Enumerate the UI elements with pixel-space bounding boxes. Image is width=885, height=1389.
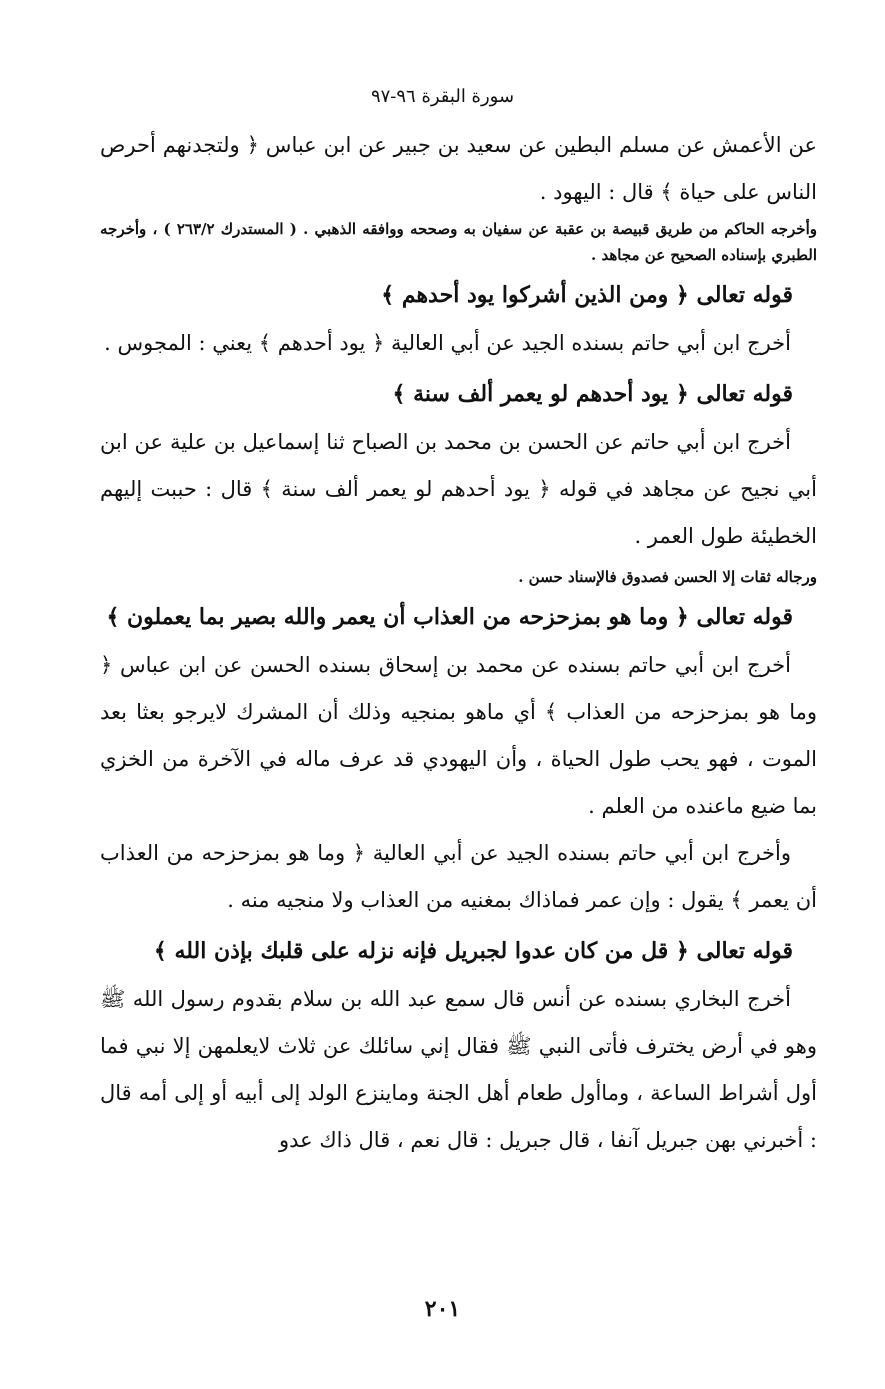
paragraph-ibn-abbas-jews: عن الأعمش عن مسلم البطين عن سعيد بن جبير عن ابن عباس ﴿ ولتجدنهم أحرص الناس على حياة ﴾ قال : اليهود . xyxy=(100,133,817,204)
verse-heading-muzahzihihi: قوله تعالى ﴿ وما هو بمزحزحه من العذاب أن يعمر والله بصير بما يعملون ﴾ xyxy=(106,604,793,630)
running-header: سورة البقرة ٩٦-٩٧ xyxy=(370,86,515,107)
verse-heading-alf-sana: قوله تعالى ﴿ يود أحدهم لو يعمر ألف سنة ﴾ xyxy=(392,381,793,407)
paragraph-mujahid-khatia: أخرج ابن أبي حاتم عن الحسن بن محمد بن الصباح ثنا إسماعيل بن علية عن ابن أبي نجيح عن مجاهد في قوله ﴿ يود أحدهم لو يعمر ألف سنة ﴾ قال : حببت إليهم الخطيئة طول العمر . xyxy=(100,430,817,548)
paragraph-majus: أخرج ابن أبي حاتم بسنده الجيد عن أبي العالية ﴿ يود أحدهم ﴾ يعني : المجوس . xyxy=(104,331,791,355)
footnote-hakim-takhrij: وأخرجه الحاكم من طريق قبيصة بن عقبة عن سفيان به وصححه ووافقه الذهبي . ( المستدرك ٢٦٣/٢ ) ، وأخرجه الطبري بإسناده الصحيح عن مجاهد . xyxy=(100,220,817,264)
page-number: ٢٠١ xyxy=(424,1296,461,1322)
paragraph-bukhari-abdullah-ibn-salam: أخرج البخاري بسنده عن أنس قال سمع عبد الله بن سلام بقدوم رسول الله ﷺ وهو في أرض يخترف فأتى النبي ﷺ فقال إني سائلك عن ثلاث لايعلمهن إلا نبي فما أول أشراط الساعة ، وماأول طعام أهل الجنة وماينزع الولد إلى أبيه أو إلى أمه قال : أخبرني بهن جبريل آنفا ، قال جبريل : قال نعم ، قال ذاك عدو xyxy=(100,987,817,1152)
paragraph-abul-aliya-umr: وأخرج ابن أبي حاتم بسنده الجيد عن أبي العالية ﴿ وما هو بمزحزحه من العذاب أن يعمر ﴾ يقول : وإن عمر فماذاك بمغنيه من العذاب ولا منجيه منه . xyxy=(100,841,817,912)
verse-heading-alladhina-ashraku: قوله تعالى ﴿ ومن الذين أشركوا يود أحدهم ﴾ xyxy=(381,282,793,308)
paragraph-ibn-abbas-munjihi: أخرج ابن أبي حاتم بسنده عن محمد بن إسحاق بسنده الحسن عن ابن عباس ﴿ وما هو بمزحزحه من العذاب ﴾ أي ماهو بمنجيه وذلك أن المشرك لايرجو بعثا بعد الموت ، فهو يحب طول الحياة ، وأن اليهودي قد عرف ماله في الآخرة من الخزي بما ضيع ماعنده من العلم . xyxy=(100,653,817,818)
page-body xyxy=(100,122,817,1164)
verse-heading-aduwwan-li-jibril: قوله تعالى ﴿ قل من كان عدوا لجبريل فإنه نزله على قلبك بإذن الله ﴾ xyxy=(153,938,793,964)
footnote-rijal-thiqat: ورجاله ثقات إلا الحسن فصدوق فالإسناد حسن . xyxy=(518,568,817,586)
